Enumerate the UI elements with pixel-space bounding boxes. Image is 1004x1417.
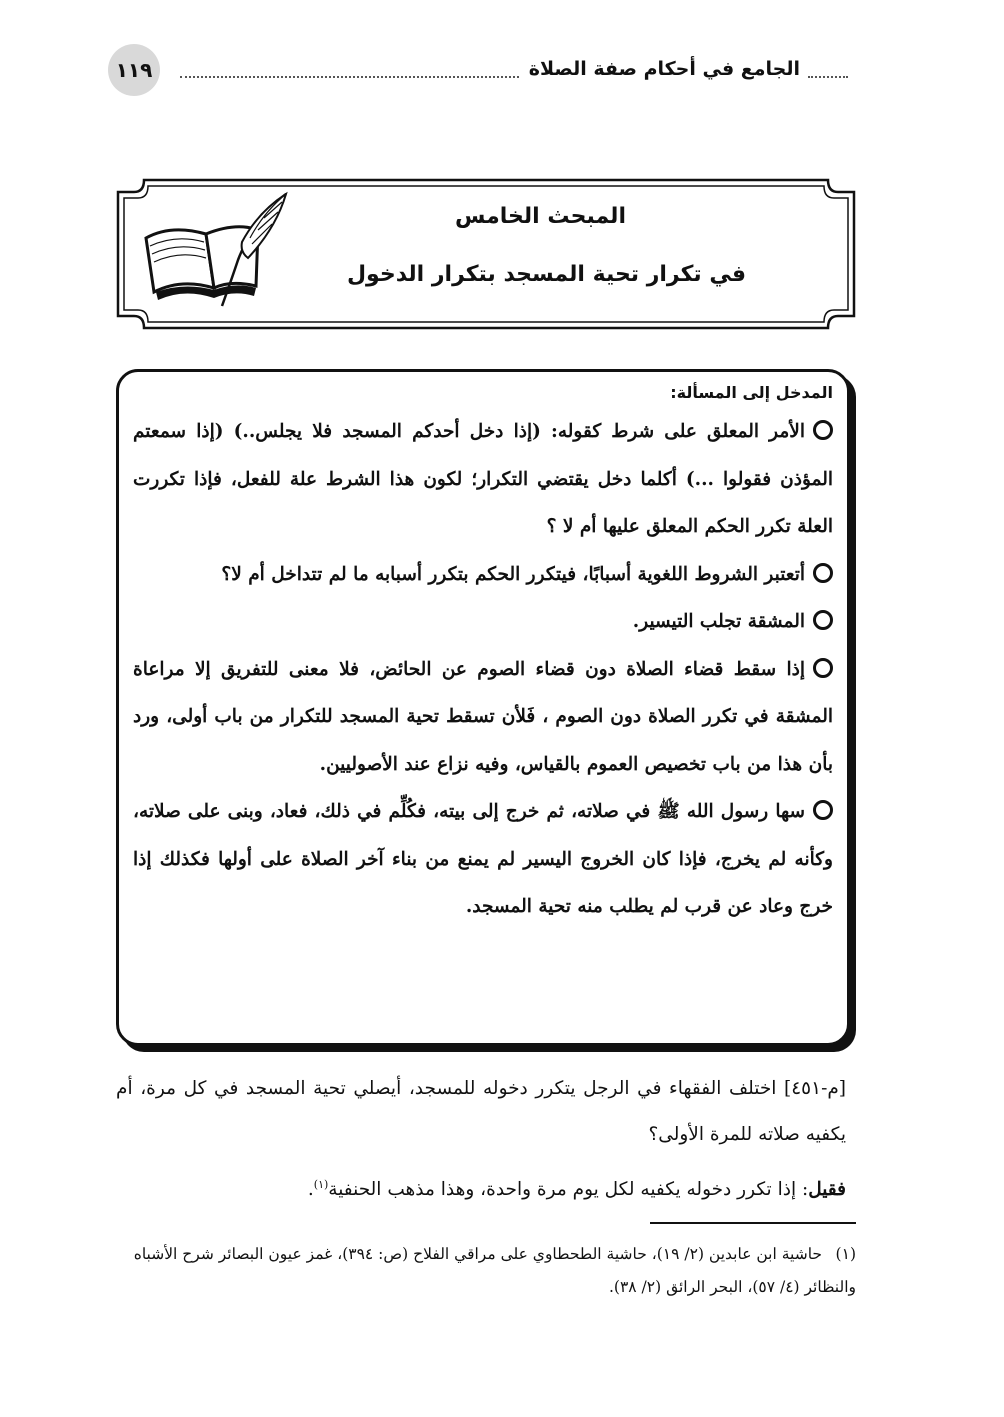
body-paragraph: فقيل: إذا تكرر دخوله يكفيه لكل يوم مرة واحدة، وهذا مذهب الحنفية$^{(١)}$. [307, 1178, 846, 1201]
header-dots-right [808, 60, 848, 78]
circle-bullet-icon [813, 563, 833, 583]
intro-point: الأمر المعلق على شرط كقوله: (إذا دخل أحدكم المسجد فلا يجلس..) (إذا سمعتم المؤذن فقولوا ...) أكلما دخل يقتضي التكرار؛ لكون هذا الشرط علة للفعل، فإذا تكررت العلة تكرر الحكم المعلق عليها أم لا ؟ [133, 421, 833, 537]
circle-bullet-icon [813, 800, 833, 820]
header-dots-left [180, 60, 519, 78]
circle-bullet-icon [813, 420, 833, 440]
intro-point: المشقة تجلب التيسير. [133, 598, 833, 646]
running-title [180, 54, 848, 84]
intro-point: سها رسول الله ﷺ في صلاته، ثم خرج إلى بيته، فكُلِّم في ذلك، فعاد، وبنى على صلاته، وكأنه لم يخرج، فإذا كان الخروج اليسير لم يمنع من بناء آخر الصلاة على أولها فكذلك إذا خرج وعاد عن قرب لم يطلب منه تحية المسجد. [133, 801, 833, 917]
footnote-text: حاشية ابن عابدين (٢/ ١٩)، حاشية الطحطاوي على مراقي الفلاح (ص: ٣٩٤)، غمز عيون البصائر شرح الأشباه والنظائر (٤/ ٥٧)، البحر الرائق (٢/ ٣٨). [133, 1245, 856, 1296]
intro-content [133, 378, 833, 931]
footnote-divider [650, 1222, 856, 1224]
section-title-frame [116, 178, 856, 330]
circle-bullet-icon [813, 610, 833, 630]
footnote [116, 1238, 856, 1304]
footnote-number: (١) [835, 1245, 856, 1263]
intro-point: إذا سقط قضاء الصلاة دون قضاء الصوم عن الحائض، فلا معنى للتفريق إلا مراعاة المشقة في تكرر الصلاة دون الصوم ، فَلأن تسقط تحية المسجد للتكرار من باب أولى، ورد بأن هذا من باب تخصيص العموم بالقياس، وفيه نزاع عند الأصوليين. [133, 658, 833, 775]
section-title: المبحث الخامس [455, 204, 626, 229]
circle-bullet-icon [813, 658, 833, 678]
footnote-ref[interactable]: (١) [313, 1178, 329, 1191]
page-header [108, 44, 848, 96]
lead-word: فقيل [808, 1179, 846, 1201]
body-paragraph: [م-٤٥١] اختلف الفقهاء في الرجل يتكرر دخوله للمسجد، أيصلي تحية المسجد في كل مرة، أم يكفيه صلاته للمرة الأولى؟ [116, 1078, 846, 1145]
intro-box [116, 369, 850, 1046]
intro-point: أتعتبر الشروط اللغوية أسبابًا، فيتكرر الحكم بتكرر أسبابه ما لم تتداخل أم لا؟ [133, 551, 833, 599]
section-subtitle: في تكرار تحية المسجد بتكرار الدخول [346, 262, 746, 287]
book-and-quill-icon [136, 188, 291, 313]
intro-heading: المدخل إلى المسألة: [670, 383, 833, 402]
page-number: ١١٩ [108, 44, 160, 96]
running-title-text: الجامع في أحكام صفة الصلاة [528, 58, 800, 80]
